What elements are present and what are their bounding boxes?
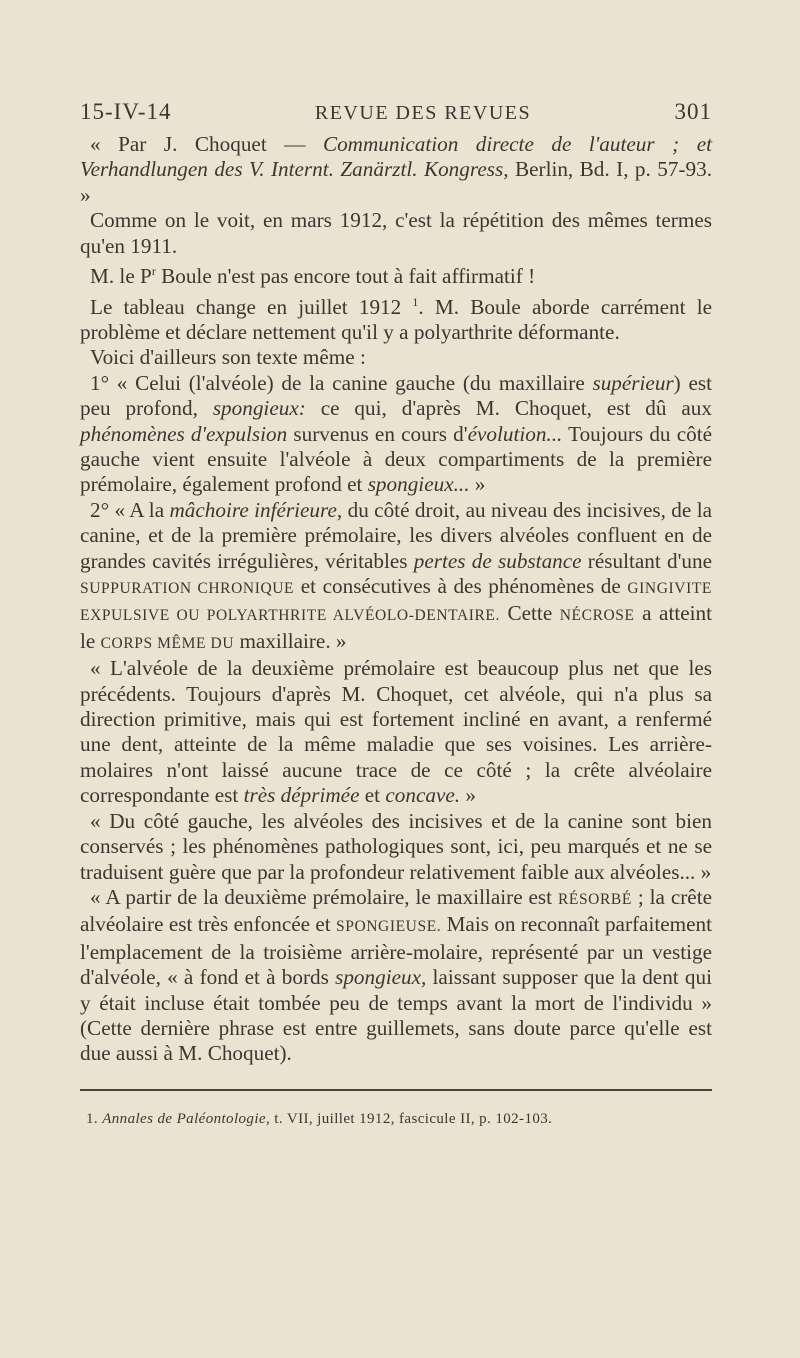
footnote xyxy=(80,1111,712,1128)
page xyxy=(80,92,712,1128)
paragraph-9: « Du côté gauche, les alvéoles des incisives et de la canine sont bien conservés ; les phénomènes pathologiques sont, ici, peu marqués et ne se traduisent guère que par la profondeur relativement faible aux alvéoles... » xyxy=(80,808,712,884)
paragraph-citation: « Par J. Choquet — Communication directe de l'auteur ; et Verhandlungen des V. Internt. Zanärztl. Kongress, Berlin, Bd. I, p. 57-93. » xyxy=(80,132,712,207)
paragraph-10: « A partir de la deuxième prémolaire, le maxillaire est RÉSORBÉ ; la crête alvéolaire est très enfoncée et SPONGIEUSE. Mais on reconnaît parfaitement l'emplacement de la troisième arrière-molaire, représenté par un vestige d'alvéole, « à fond et à bords spongieux, laissant supposer que la dent qui y était incluse était tombée peu de temps avant la mort de l'individu » (Cette dernière phrase est entre guillemets, sans doute parce qu'elle est due aussi à M. Choquet). xyxy=(80,884,712,1066)
paragraph-5: Voici d'ailleurs son texte même : xyxy=(90,345,366,370)
footnote-number: 1. xyxy=(86,1110,99,1127)
header-date: 15-IV-14 xyxy=(80,99,172,124)
paragraph-2: Comme on le voit, en mars 1912, c'est la répétition des mêmes termes qu'en 1911. xyxy=(80,208,712,258)
footnote-title: Annales de Paléontologie, xyxy=(102,1110,271,1127)
paragraph-4: Le tableau change en juillet 1912 $^1$. M. Boule aborde carrément le problème et déclare nettement qu'il y a polyarthrite déformante. xyxy=(80,294,712,344)
page-number: 301 xyxy=(674,99,712,124)
paragraph-7: 2° « A la mâchoire inférieure, du côté droit, au niveau des incisives, de la canine, et de la première prémolaire, les divers alvéoles confluent en de grandes cavités irrégulières, véritables pertes de substance résultant d'une SUPPURATION CHRONIQUE et consécutives à des phénomènes de GINGIVITE EXPULSIVE OU POLYARTHRITE ALVÉOLO-DENTAIRE. Cette NÉCROSE a atteint le CORPS MÊME DU maxillaire. » xyxy=(80,497,712,653)
paragraph-6: 1° « Celui (l'alvéole) de la canine gauche (du maxillaire supérieur) est peu profond, spongieux: ce qui, d'après M. Choquet, est dû aux phénomènes d'expulsion survenus en cours d'évolution... Toujours du côté gauche vient ensuite l'alvéole à deux compartiments de la première prémolaire, également profond et spongieux... » xyxy=(80,370,712,497)
paragraph-3: M. le $P^r$ Boule n'est pas encore tout à fait affirmatif ! xyxy=(90,264,536,289)
body-text xyxy=(80,132,712,1067)
running-header xyxy=(80,92,712,132)
header-title: REVUE DES REVUES xyxy=(314,102,532,124)
footnote-rule xyxy=(80,1089,712,1091)
footnote-ref: 1 xyxy=(412,294,419,309)
footnote-details: t. VII, juillet 1912, fascicule II, p. 102-103. xyxy=(270,1110,553,1127)
paragraph-8: « L'alvéole de la deuxième prémolaire est beaucoup plus net que les précédents. Toujours d'après M. Choquet, cet alvéole, qui n'a plus sa direction primitive, mais qui est fortement incliné en avant, a renfermé une dent, atteinte de la même maladie que ses voisines. Les arrière-molaires n'ont laissé aucune trace de ce côté ; la crête alvéolaire correspondante est très déprimée et concave. » xyxy=(80,656,712,808)
